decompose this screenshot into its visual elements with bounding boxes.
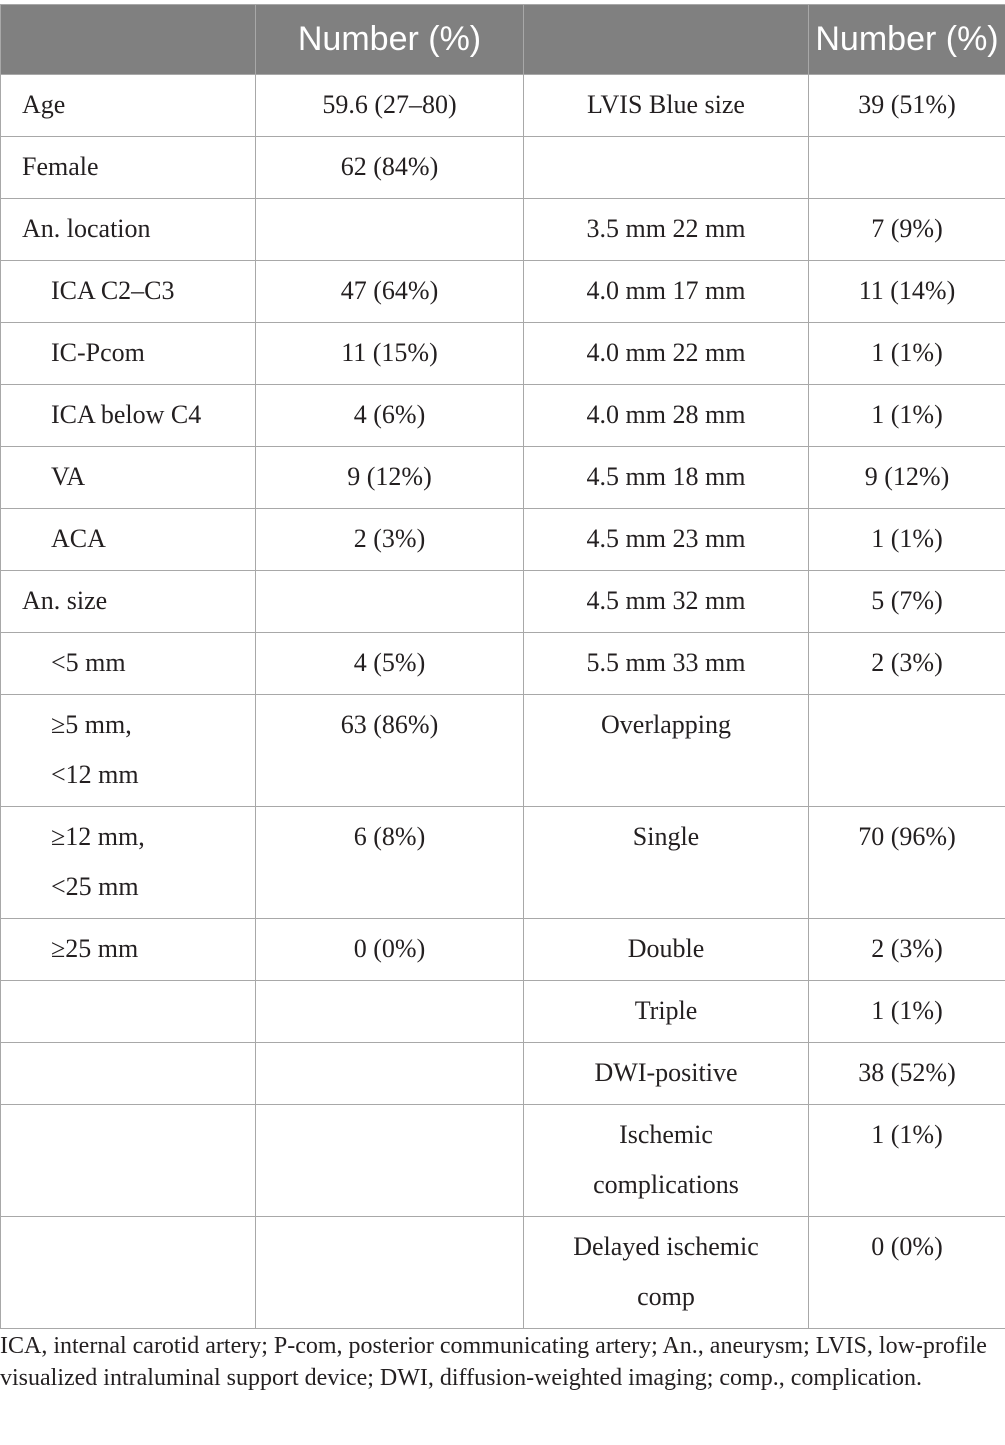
row-value-2: 11 (14%): [809, 261, 1005, 323]
row-value-2: 39 (51%): [809, 75, 1005, 137]
row-value: 62 (84%): [256, 137, 524, 199]
row-label: [1, 807, 256, 919]
header-cell-1: [1, 5, 256, 75]
row-value: 11 (15%): [256, 323, 524, 385]
row-label-2: 4.0 mm 22 mm: [524, 323, 809, 385]
row-value-2: 1 (1%): [809, 385, 1005, 447]
row-label: ICA below C4: [1, 385, 256, 447]
row-label-2: LVIS Blue size: [524, 75, 809, 137]
table-row: [1, 1217, 1005, 1329]
row-label-line-2: <25 mm: [51, 872, 139, 901]
row-label-2-line-2: comp: [637, 1282, 695, 1311]
table-row: [1, 509, 1005, 571]
row-label-2: Single: [524, 807, 809, 919]
table-row: [1, 137, 1005, 199]
row-label-2: 4.0 mm 28 mm: [524, 385, 809, 447]
row-label: [1, 1217, 256, 1329]
row-label-line-1: ≥12 mm,: [51, 822, 145, 851]
row-label-2: 4.5 mm 23 mm: [524, 509, 809, 571]
row-value-2: 1 (1%): [809, 323, 1005, 385]
row-value: 2 (3%): [256, 509, 524, 571]
row-value-2: 70 (96%): [809, 807, 1005, 919]
row-label: ICA C2–C3: [1, 261, 256, 323]
row-value: [256, 1043, 524, 1105]
table-row: [1, 633, 1005, 695]
row-label-2: DWI-positive: [524, 1043, 809, 1105]
header-number-percent-2: Number (%): [809, 5, 1005, 75]
row-value: 0 (0%): [256, 919, 524, 981]
row-value-2: 1 (1%): [809, 509, 1005, 571]
row-label: [1, 981, 256, 1043]
row-value: [256, 1217, 524, 1329]
table-row: [1, 571, 1005, 633]
row-value-2: 0 (0%): [809, 1217, 1005, 1329]
header-cell-3: [524, 5, 809, 75]
row-label-2: 5.5 mm 33 mm: [524, 633, 809, 695]
header-number-percent-1: Number (%): [256, 5, 524, 75]
row-label: [1, 1105, 256, 1217]
row-label-2: [524, 137, 809, 199]
row-value: [256, 199, 524, 261]
row-value: 59.6 (27–80): [256, 75, 524, 137]
row-value-2: 1 (1%): [809, 1105, 1005, 1217]
row-value-2: 38 (52%): [809, 1043, 1005, 1105]
row-label: ≥25 mm: [1, 919, 256, 981]
row-label: ACA: [1, 509, 256, 571]
row-label-line-2: <12 mm: [51, 760, 139, 789]
row-label-2: Double: [524, 919, 809, 981]
row-value: 6 (8%): [256, 807, 524, 919]
table-row: [1, 695, 1005, 807]
row-value-2: 2 (3%): [809, 633, 1005, 695]
row-value: 4 (5%): [256, 633, 524, 695]
row-label-2: [524, 1217, 809, 1329]
table-row: [1, 75, 1005, 137]
row-value-2: 7 (9%): [809, 199, 1005, 261]
row-value-2: [809, 137, 1005, 199]
row-label-2: 4.0 mm 17 mm: [524, 261, 809, 323]
row-label: [1, 1043, 256, 1105]
table-row: [1, 199, 1005, 261]
row-label-2: 4.5 mm 32 mm: [524, 571, 809, 633]
row-label-2-line-1: Ischemic: [619, 1120, 713, 1149]
row-value: 63 (86%): [256, 695, 524, 807]
row-label: <5 mm: [1, 633, 256, 695]
row-value-2: [809, 695, 1005, 807]
row-label: An. size: [1, 571, 256, 633]
table-row: [1, 1043, 1005, 1105]
row-value-2: 1 (1%): [809, 981, 1005, 1043]
row-label: Age: [1, 75, 256, 137]
row-label-2: Triple: [524, 981, 809, 1043]
row-value: [256, 981, 524, 1043]
table-row: [1, 447, 1005, 509]
row-label: VA: [1, 447, 256, 509]
header-row: [1, 5, 1005, 75]
row-value-2: 5 (7%): [809, 571, 1005, 633]
row-label-2: [524, 1105, 809, 1217]
row-value-2: 2 (3%): [809, 919, 1005, 981]
row-value: [256, 571, 524, 633]
row-label: [1, 695, 256, 807]
row-label-2: Overlapping: [524, 695, 809, 807]
row-value-2: 9 (12%): [809, 447, 1005, 509]
row-label-2-line-1: Delayed ischemic: [573, 1232, 759, 1261]
row-label: Female: [1, 137, 256, 199]
table-row: [1, 807, 1005, 919]
data-table: [0, 4, 1005, 1329]
table-row: [1, 385, 1005, 447]
row-label: IC-Pcom: [1, 323, 256, 385]
row-label: An. location: [1, 199, 256, 261]
table-footnote: ICA, internal carotid artery; P-com, posterior communicating artery; An., aneurysm; LVIS, low-profile visualized intraluminal support device; DWI, diffusion-weighted imaging; comp., complication.: [0, 1333, 987, 1391]
table-row: [1, 261, 1005, 323]
row-value: 47 (64%): [256, 261, 524, 323]
row-value: 9 (12%): [256, 447, 524, 509]
row-label-line-1: ≥5 mm,: [51, 710, 132, 739]
row-value: [256, 1105, 524, 1217]
row-label-2: 4.5 mm 18 mm: [524, 447, 809, 509]
row-value: 4 (6%): [256, 385, 524, 447]
table-row: [1, 1105, 1005, 1217]
table-row: [1, 981, 1005, 1043]
row-label-2-line-2: complications: [593, 1170, 739, 1199]
row-label-2: 3.5 mm 22 mm: [524, 199, 809, 261]
table-row: [1, 323, 1005, 385]
table-row: [1, 919, 1005, 981]
